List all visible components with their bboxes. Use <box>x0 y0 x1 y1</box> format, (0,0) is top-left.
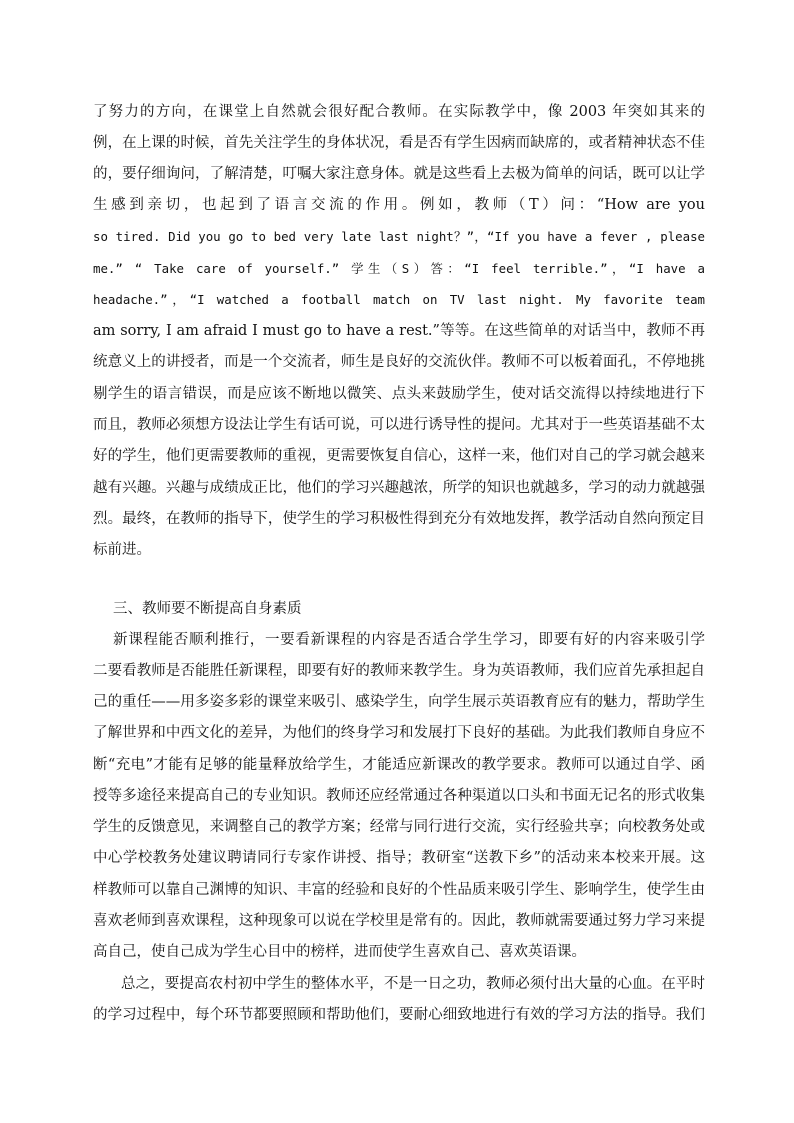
paragraph-line: 越有兴趣。兴趣与成绩成正比，他们的学习兴趣越浓，所学的知识也就越多，学习的动力就越强 <box>93 480 705 496</box>
paragraph-line: 标前进。 <box>93 542 151 558</box>
paragraph-line: 的学习过程中，每个环节都要照顾和帮助他们，要耐心细致地进行有效的学习方法的指导。我们 <box>93 1007 705 1023</box>
paragraph-line: 高自己，使自己成为学生心目中的榜样，进而使学生喜欢自己、喜欢英语课。 <box>93 944 586 960</box>
paragraph-line: 生感到亲切，也起到了语言交流的作用。例如，教师（T）问：“How are you <box>93 197 705 213</box>
paragraph-line: 断“充电”才能有足够的能量释放给学生，才能适应新课改的教学要求。教师可以通过自学、函 <box>93 757 705 773</box>
paragraph-line: 了努力的方向，在课堂上自然就会很好配合教师。在实际教学中，像 2003 年突如其来的 <box>93 104 705 120</box>
paragraph-line: 例，在上课的时候，首先关注学生的身体状况，看是否有学生因病而缺席的，或者精神状态不佳 <box>93 135 705 151</box>
paragraph-line: 学生的反馈意见，来调整自己的教学方案；经常与同行进行交流，实行经验共享；向校教务处或 <box>93 819 705 835</box>
paragraph-line: am sorry, I am afraid I must go to have a rest.”等等。在这些简单的对话当中，教师不再 <box>93 323 705 339</box>
paragraph-line: 己的重任——用多姿多彩的课堂来吸引、感染学生，向学生展示英语教育应有的魅力，帮助学生 <box>93 694 705 710</box>
paragraph-line: 而且，教师必须想方设法让学生有话可说，可以进行诱导性的提问。尤其对于一些英语基础不太 <box>93 417 705 433</box>
paragraph-line: 新课程能否顺利推行，一要看新课程的内容是否适合学生学习，即要有好的内容来吸引学 <box>113 632 705 648</box>
section-heading: 三、教师要不断提高自身素质 <box>113 601 302 617</box>
paragraph-line: 剔学生的语言错误，而是应该不断地以微笑、点头来鼓励学生，使对话交流得以持续地进行下 <box>93 386 705 402</box>
paragraph-line: 了解世界和中西文化的差异，为他们的终身学习和发展打下良好的基础。为此我们教师自身应不 <box>93 725 705 741</box>
paragraph-line: 总之，要提高农村初中学生的整体水平，不是一日之功，教师必须付出大量的心血。在平时 <box>121 976 705 992</box>
paragraph-line: 二要看教师是否能胜任新课程，即要有好的教师来教学生。身为英语教师，我们应首先承担起自 <box>93 663 705 679</box>
paragraph-line: 的，要仔细询问，了解清楚，叮嘱大家注意身体。就是这些看上去极为简单的问话，既可以让学 <box>93 166 705 182</box>
paragraph-line: 样教师可以靠自己渊博的知识、丰富的经验和良好的个性品质来吸引学生、影响学生，使学生由 <box>93 882 705 898</box>
paragraph-line: 喜欢老师到喜欢课程，这种现象可以说在学校里是常有的。因此，教师就需要通过努力学习来提 <box>93 913 705 929</box>
paragraph-line: 统意义上的讲授者，而是一个交流者，师生是良好的交流伙伴。教师不可以板着面孔，不停地挑 <box>93 354 705 370</box>
paragraph-line: 中心学校教务处建议聘请同行专家作讲授、指导；教研室“送教下乡”的活动来本校来开展。这 <box>93 850 705 866</box>
paragraph-line: 授等多途径来提高自己的专业知识。教师还应经常通过各种渠道以口头和书面无记名的形式收集 <box>93 788 705 804</box>
paragraph-line: headache.”，“I watched a football match on TV last night. My favorite team <box>93 292 705 307</box>
paragraph-line: 好的学生，他们更需要教师的重视，更需要恢复自信心，这样一来，他们对自己的学习就会越来 <box>93 448 705 464</box>
paragraph-line: so tired. Did you go to bed very late last night？”，“If you have a fever , please <box>93 229 705 244</box>
paragraph-line: me.” “ Take care of yourself.” 学生（S）答：“I feel terrible.”，“I have a <box>93 261 705 276</box>
paragraph-line: 烈。最终，在教师的指导下，使学生的学习积极性得到充分有效地发挥，教学活动自然向预定目 <box>93 511 705 527</box>
